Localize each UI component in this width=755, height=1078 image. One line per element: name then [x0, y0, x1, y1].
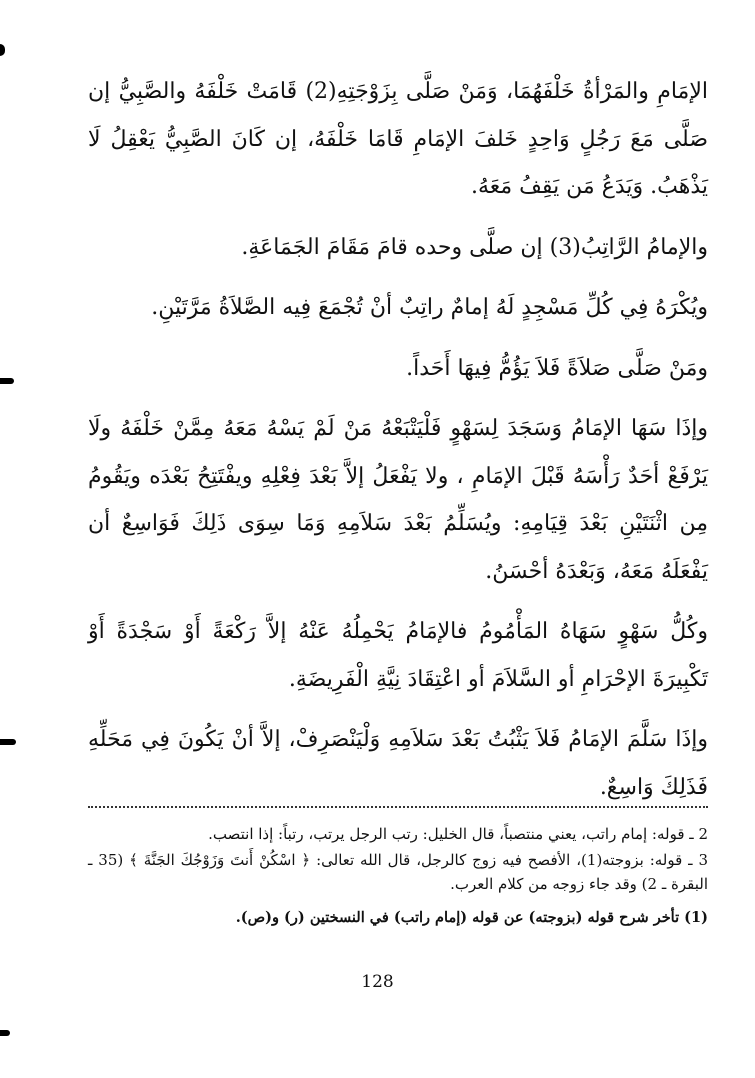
paragraph-1: الإمَامِ والمَرْأةُ خَلْفَهُمَا، وَمَنْ صَلَّى بِزَوْجَتِهِ(2) قَامَتْ خَلْفَهُ والصَّبِيُّ إن صَلَّى مَعَ رَجُلٍ وَاحِدٍ خَلفَ الإمَامِ قَامَا خَلْفَهُ، إن كَانَ الصَّبِيُّ يَعْقِلُ لَا يَذْهَبُ. وَيَدَعُ مَن يَقِفُ مَعَهُ.	[88, 79, 708, 199]
footnote-separator	[88, 806, 708, 808]
editor-note: (1) تأخر شرح قوله (بزوجته) عن قوله (إمام راتب) في النسختين (ر) و(ص).	[235, 909, 708, 926]
paragraph-2: والإمامُ الرَّاتِبُ(3) إن صلَّى وحده قامَ مَقَامَ الجَمَاعَةِ.	[241, 234, 708, 260]
paragraph-7: وإذَا سَلَّمَ الإمَامُ فَلاَ يَثْبُتُ بَعْدَ سَلاَمِهِ وَلْيَنْصَرِفْ، إلاَّ أنْ يَكُونَ فِي مَحَلِّهِ فَذَلِكَ وَاسِعٌ.	[88, 727, 708, 800]
paragraph-6: وكُلُّ سَهْوٍ سَهَاهُ المَأْمُومُ فالإمَامُ يَحْمِلُهُ عَنْهُ إلاَّ رَكْعَةً أَوْ سَجْدَةً أَوْ تَكْبِيرَةَ الإحْرَامِ أو السَّلاَمَ أو اعْتِقَادَ نِيَّةِ الْفَرِيضَةِ.	[88, 619, 708, 692]
paragraph-3: ويُكْرَهُ فِي كُلِّ مَسْجِدٍ لَهُ إمامٌ راتِبٌ أنْ تُجْمَعَ فِيه الصَّلاَةُ مَرَّتَيْنِ.	[151, 295, 708, 320]
scan-edge-mark	[0, 1030, 10, 1036]
scan-edge-mark	[0, 378, 14, 384]
page-number: 128	[361, 972, 394, 992]
paragraph-5: وإذَا سَهَا الإمَامُ وَسَجَدَ لِسَهْوٍ فَلْيَتْبَعْهُ مَنْ لَمْ يَسْهُ مَعَهُ مِمَّنْ خَلْفَهُ ولَا يَرْفَعْ أحَدٌ رَأْسَهُ قَبْلَ الإمَامِ ، ولا يَفْعَلُ إلاَّ بَعْدَ فِعْلِهِ ويفْتَتِحُ بَعْدَه ويَقُومُ مِن اثْنَتَيْنِ بَعْدَ قِيَامِهِ: ويُسَلِّمُ بَعْدَ سَلاَمِهِ وَمَا سِوَى ذَلِكَ فَوَاسِعٌ أن يَفْعَلَهُ مَعَهُ، وَبَعْدَهُ أحْسَنُ.	[88, 416, 708, 584]
paragraph-4: ومَنْ صَلَّى صَلاَةً فَلاَ يَؤُمُّ فِيهَا أَحَداً.	[406, 355, 708, 381]
footnote-2: 2 ـ قوله: إمام راتب، يعني منتصباً، قال الخليل: رتب الرجل يرتب، رتباً: إذا انتصب.	[208, 825, 708, 843]
scan-edge-mark	[0, 739, 16, 745]
main-text	[88, 68, 708, 824]
scan-edge-mark	[0, 44, 5, 56]
footnotes	[88, 822, 708, 932]
footnote-3: 3 ـ قوله: بزوجته(1)، الأفصح فيه زوج كالرجل، قال الله تعالى: ﴿ اسْكُنْ أَنتَ وَزَوْجُكَ الجَنَّةَ ﴾ (35 ـ البقرة ـ 2) وقد جاء زوجه من كلام العرب.	[88, 851, 708, 893]
